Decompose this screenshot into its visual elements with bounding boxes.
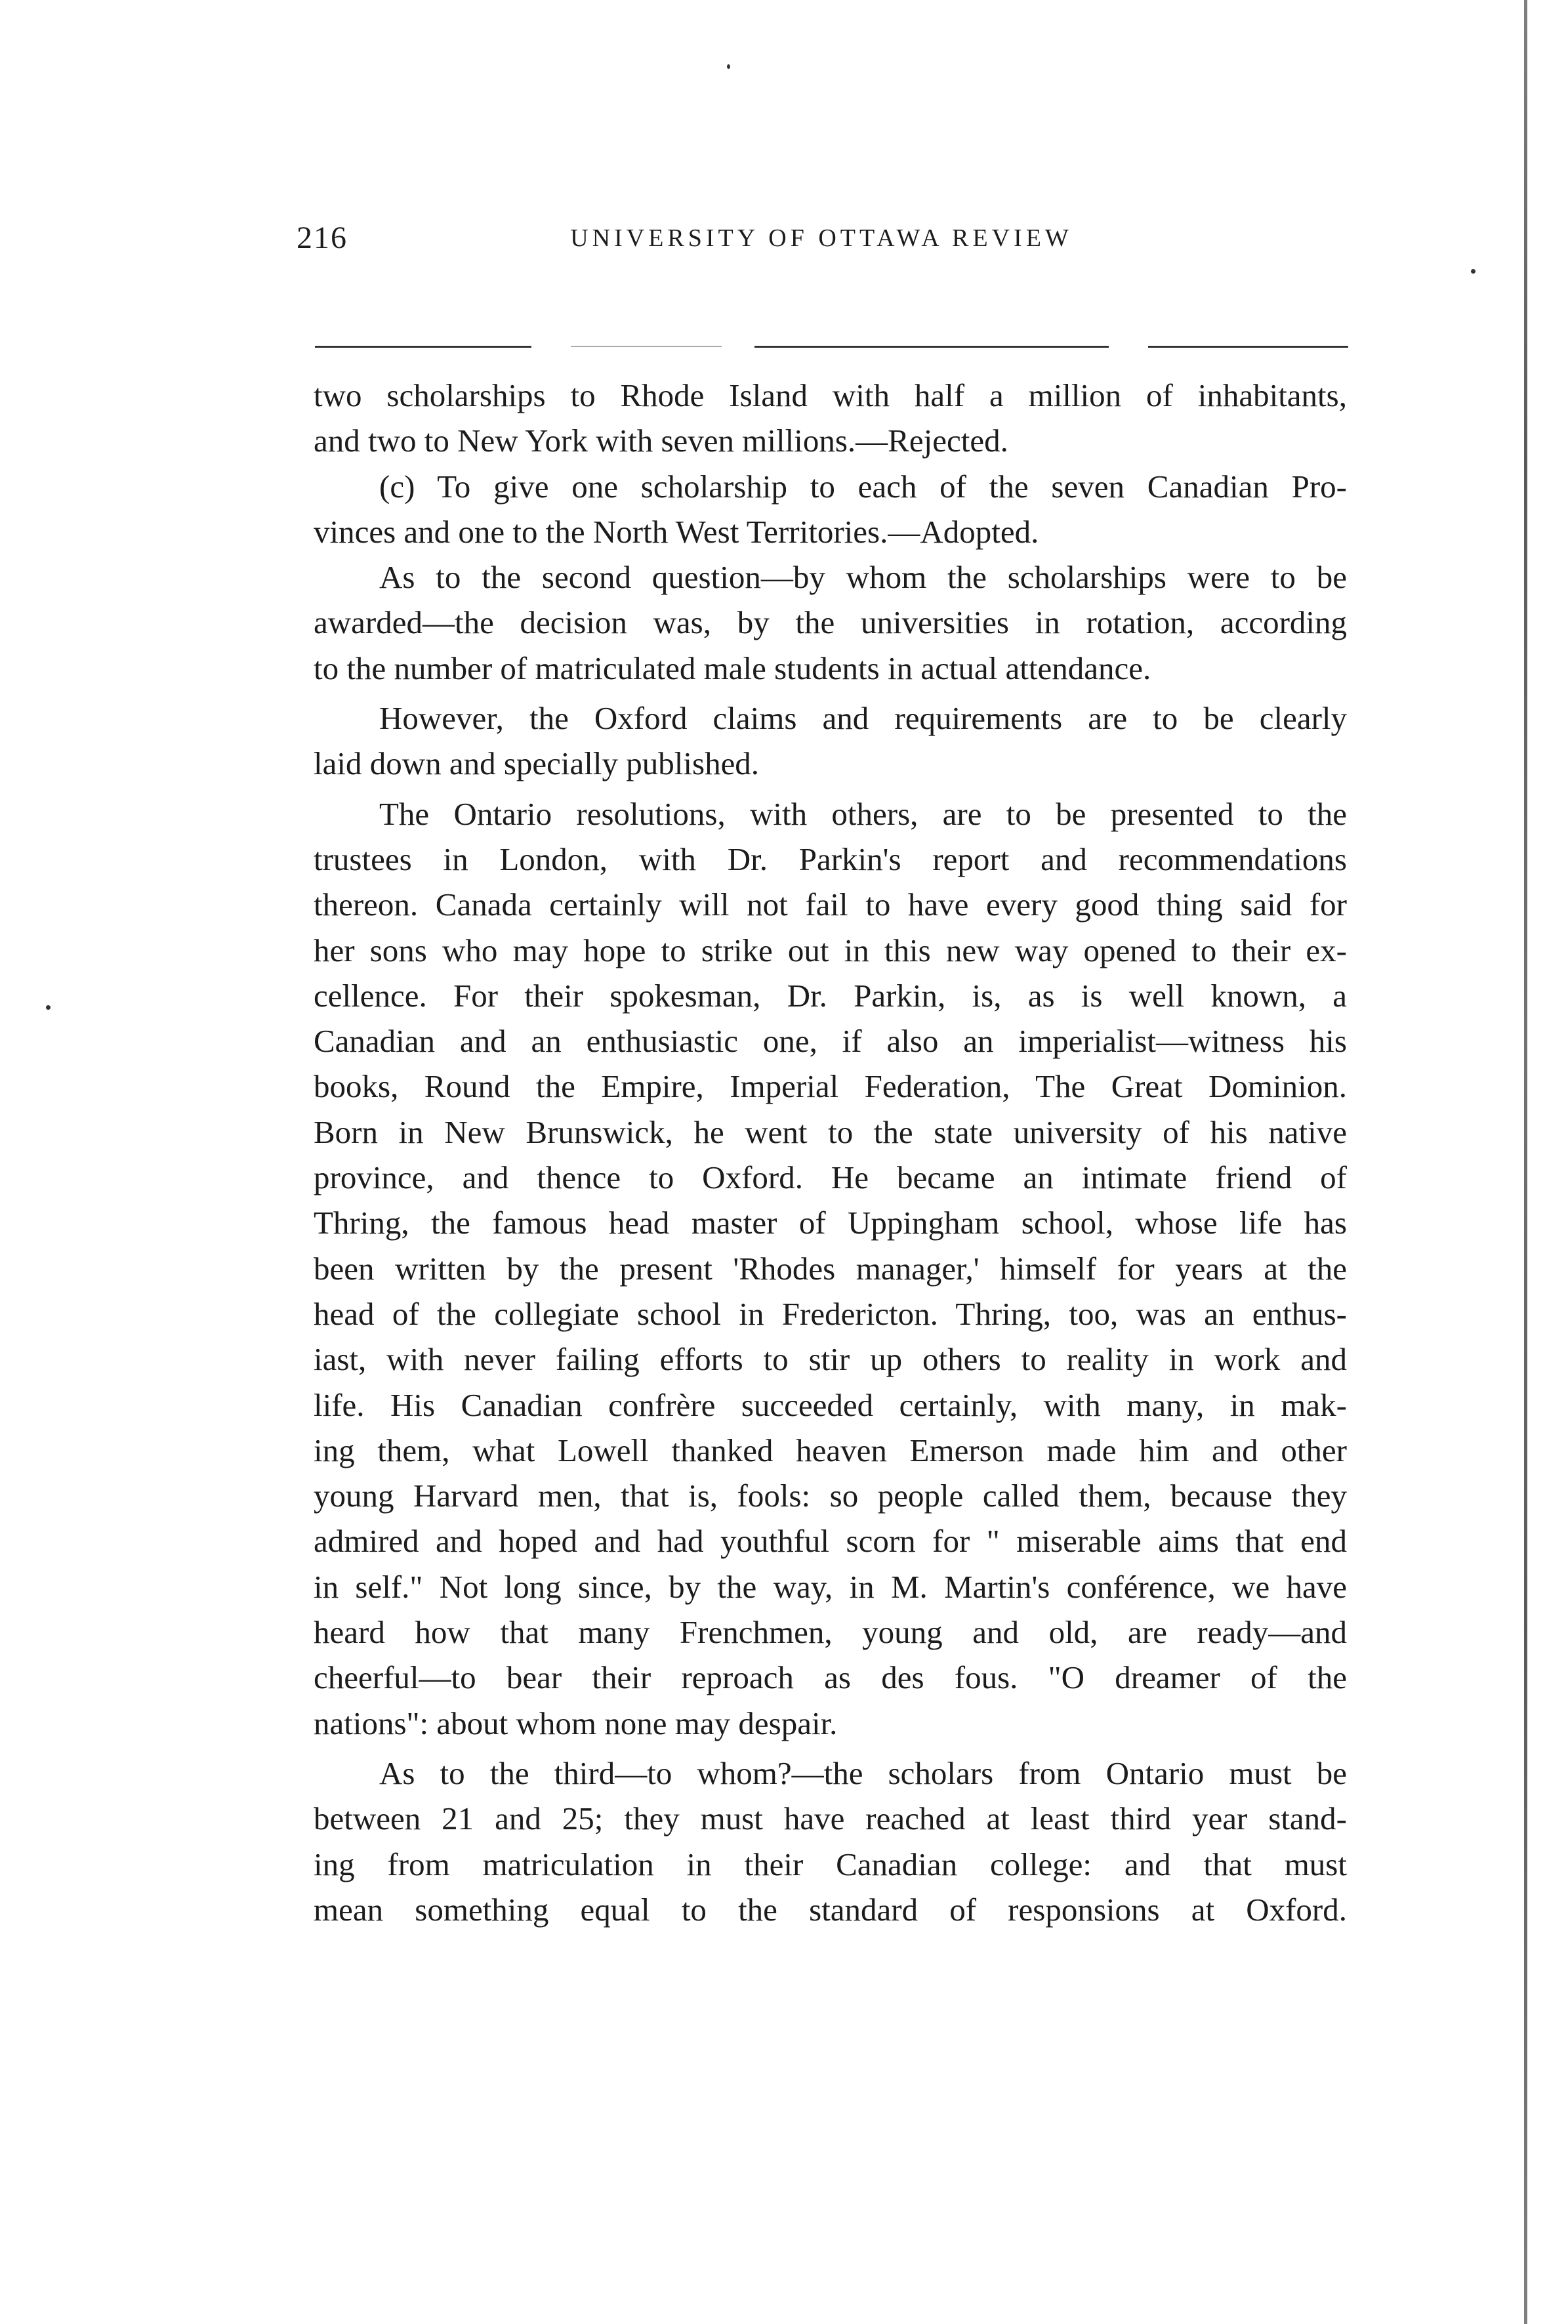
page-number: 216 (297, 220, 348, 255)
scan-speck (46, 1005, 51, 1010)
page-edge-shadow (1524, 0, 1527, 2324)
text-line: province, and thence to Oxford. He became an intimate friend of (314, 1159, 1347, 1196)
text-line: As to the second question—by whom the scholarships were to be (379, 559, 1347, 596)
text-line: been written by the present 'Rhodes manager,' himself for years at the (314, 1250, 1347, 1287)
text-line: The Ontario resolutions, with others, are to be presented to the (379, 795, 1347, 832)
text-line: books, Round the Empire, Imperial Federation, The Great Dominion. (314, 1068, 1347, 1105)
text-line: nations": about whom none may despair. (314, 1705, 838, 1741)
text-line: and two to New York with seven millions.—Rejected. (314, 423, 1008, 459)
scan-speck (727, 64, 730, 69)
text-line: head of the collegiate school in Fredericton. Thring, too, was an enthus- (314, 1295, 1347, 1332)
text-line: Thring, the famous head master of Uppingham school, whose life has (314, 1205, 1347, 1241)
text-line: life. His Canadian confrère succeeded certainly, with many, in mak- (314, 1386, 1347, 1423)
page-header (297, 220, 1346, 266)
body-text (314, 373, 1347, 1932)
text-line: ing them, what Lowell thanked heaven Emerson made him and other (314, 1432, 1347, 1468)
text-line: cheerful—to bear their reproach as des fous. "O dreamer of the (314, 1659, 1347, 1696)
text-line: in self." Not long since, by the way, in M. Martin's conférence, we have (314, 1568, 1347, 1605)
text-line: heard how that many Frenchmen, young and old, are ready—and (314, 1614, 1347, 1651)
text-line: admired and hoped and had youthful scorn for " miserable aims that end (314, 1523, 1347, 1560)
running-title: UNIVERSITY OF OTTAWA REVIEW (570, 224, 1073, 252)
text-line: awarded—the decision was, by the universities in rotation, according (314, 604, 1347, 641)
text-line: (c) To give one scholarship to each of the seven Canadian Pro- (379, 468, 1347, 505)
header-rule (315, 346, 531, 348)
header-rule (1148, 346, 1348, 348)
text-line: laid down and specially published. (314, 745, 760, 782)
text-line: thereon. Canada certainly will not fail to have every good thing said for (314, 886, 1347, 923)
text-line: between 21 and 25; they must have reached at least third year stand- (314, 1800, 1347, 1837)
text-line: cellence. For their spokesman, Dr. Parkin, is, as is well known, a (314, 977, 1347, 1014)
text-line: Canadian and an enthusiastic one, if also an imperialist—witness his (314, 1023, 1347, 1060)
text-line: mean something equal to the standard of responsions at Oxford. (314, 1891, 1347, 1928)
text-line: As to the third—to whom?—the scholars from Ontario must be (379, 1754, 1347, 1791)
text-line: iast, with never failing efforts to stir up others to reality in work and (314, 1341, 1347, 1378)
text-line: two scholarships to Rhode Island with half a million of inhabitants, (314, 377, 1347, 413)
header-rule (754, 346, 1109, 348)
text-line: However, the Oxford claims and requirements are to be clearly (379, 700, 1347, 737)
text-line: vinces and one to the North West Territories.—Adopted. (314, 513, 1039, 550)
text-line: ing from matriculation in their Canadian college: and that must (314, 1846, 1347, 1882)
text-line: trustees in London, with Dr. Parkin's report and recommendations (314, 840, 1347, 877)
text-line: young Harvard men, that is, fools: so people called them, because they (314, 1478, 1347, 1514)
header-rule (571, 346, 722, 347)
text-line: to the number of matriculated male students in actual attendance. (314, 650, 1151, 686)
text-line: her sons who may hope to strike out in this new way opened to their ex- (314, 932, 1347, 968)
text-line: Born in New Brunswick, he went to the state university of his native (314, 1113, 1347, 1150)
scan-speck (1471, 269, 1475, 274)
